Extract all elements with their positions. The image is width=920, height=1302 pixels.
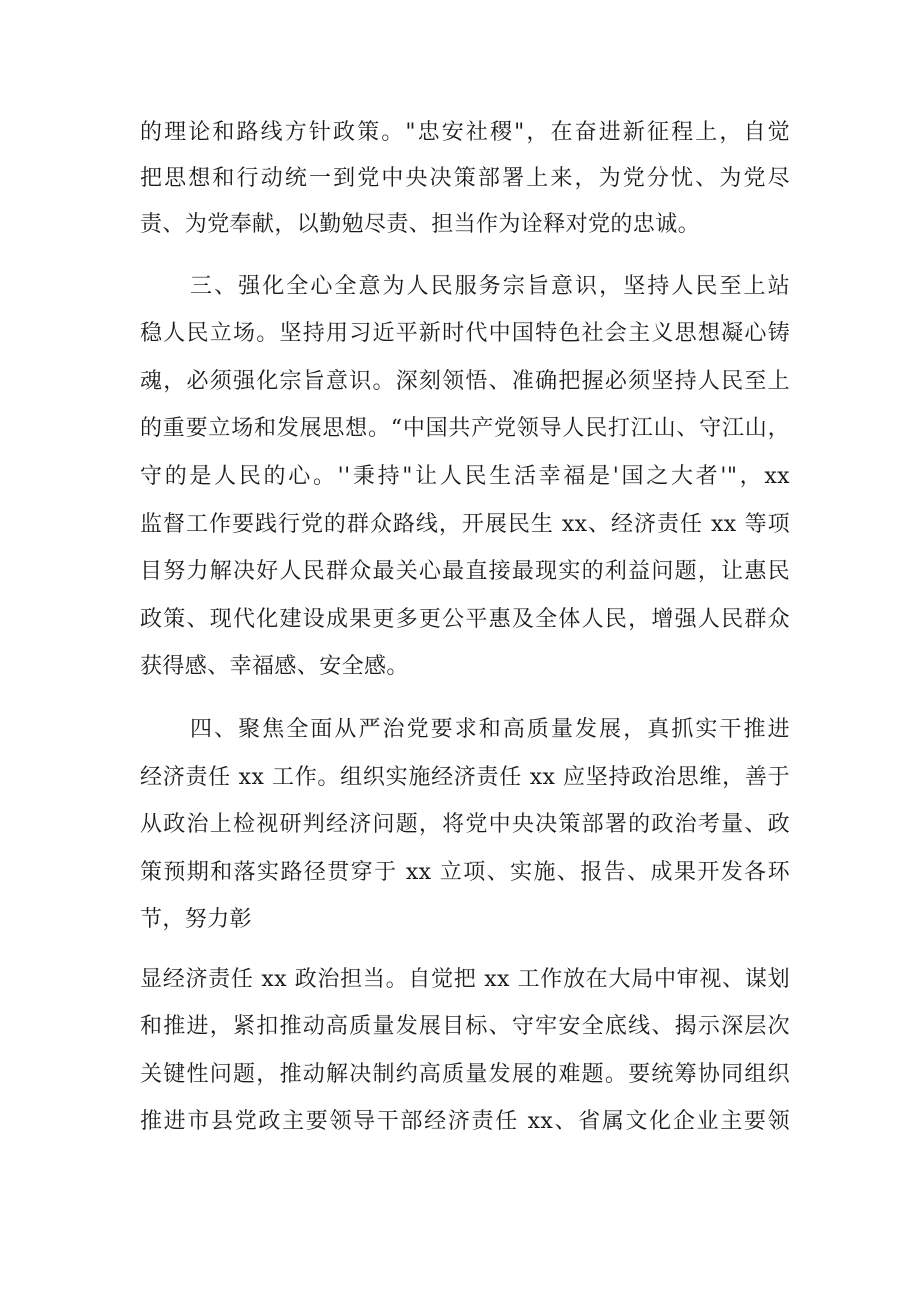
text-line: 责、为党奉献，以勤勉尽责、担当作为诠释对党的忠诚。 xyxy=(140,212,701,237)
text-line: 和推进，紧扣推动高质量发展目标、守牢安全底线、揭示深层次 xyxy=(140,1014,790,1039)
text-line: 目努力解决好人民群众最关心最直接最现实的利益问题，让惠民 xyxy=(140,559,790,584)
text-line: 稳人民立场。坚持用习近平新时代中国特色社会主义思想凝心铸 xyxy=(140,321,790,346)
section-heading-three: 三、强化全心全意为人民服务宗旨意识，坚持人民至上站 xyxy=(190,274,790,299)
text-line: 关键性问题，推动解决制约高质量发展的难题。要统筹协同组织 xyxy=(140,1062,790,1087)
section-heading-four: 四、聚焦全面从严治党要求和高质量发展，真抓实干推进 xyxy=(190,717,790,742)
text-line: 的理论和路线方针政策。"忠安社稷"，在奋进新征程上，自觉 xyxy=(140,120,790,145)
text-line: 魂，必须强化宗旨意识。深刻领悟、准确把握必须坚持人民至上 xyxy=(140,369,790,394)
text-line: 策预期和落实路径贯穿于 xx 立项、实施、报告、成果开发各环 xyxy=(140,860,790,885)
text-line: 显经济责任 xx 政治担当。自觉把 xx 工作放在大局中审视、谋划 xyxy=(140,967,790,992)
text-line: 经济责任 xx 工作。组织实施经济责任 xx 应坚持政治思维，善于 xyxy=(140,765,790,790)
text-line: 监督工作要践行党的群众路线，开展民生 xx、经济责任 xx 等项 xyxy=(140,512,790,537)
text-line: 把思想和行动统一到党中央决策部署上来，为党分忧、为党尽 xyxy=(140,166,790,191)
text-line: 守的是人民的心。''秉持"让人民生活幸福是'国之大者'"，xx xyxy=(140,464,790,489)
text-line: 推进市县党政主要领导干部经济责任 xx、省属文化企业主要领 xyxy=(140,1109,790,1134)
text-line: 政策、现代化建设成果更多更公平惠及全体人民，增强人民群众 xyxy=(140,607,790,632)
text-line: 节，努力彰 xyxy=(140,907,253,932)
text-line: 获得感、幸福感、安全感。 xyxy=(140,654,409,679)
text-line: 从政治上检视研判经济问题，将党中央决策部署的政治考量、政 xyxy=(140,812,790,837)
text-line: 的重要立场和发展思想。“中国共产党领导人民打江山、守江山， xyxy=(140,416,790,441)
